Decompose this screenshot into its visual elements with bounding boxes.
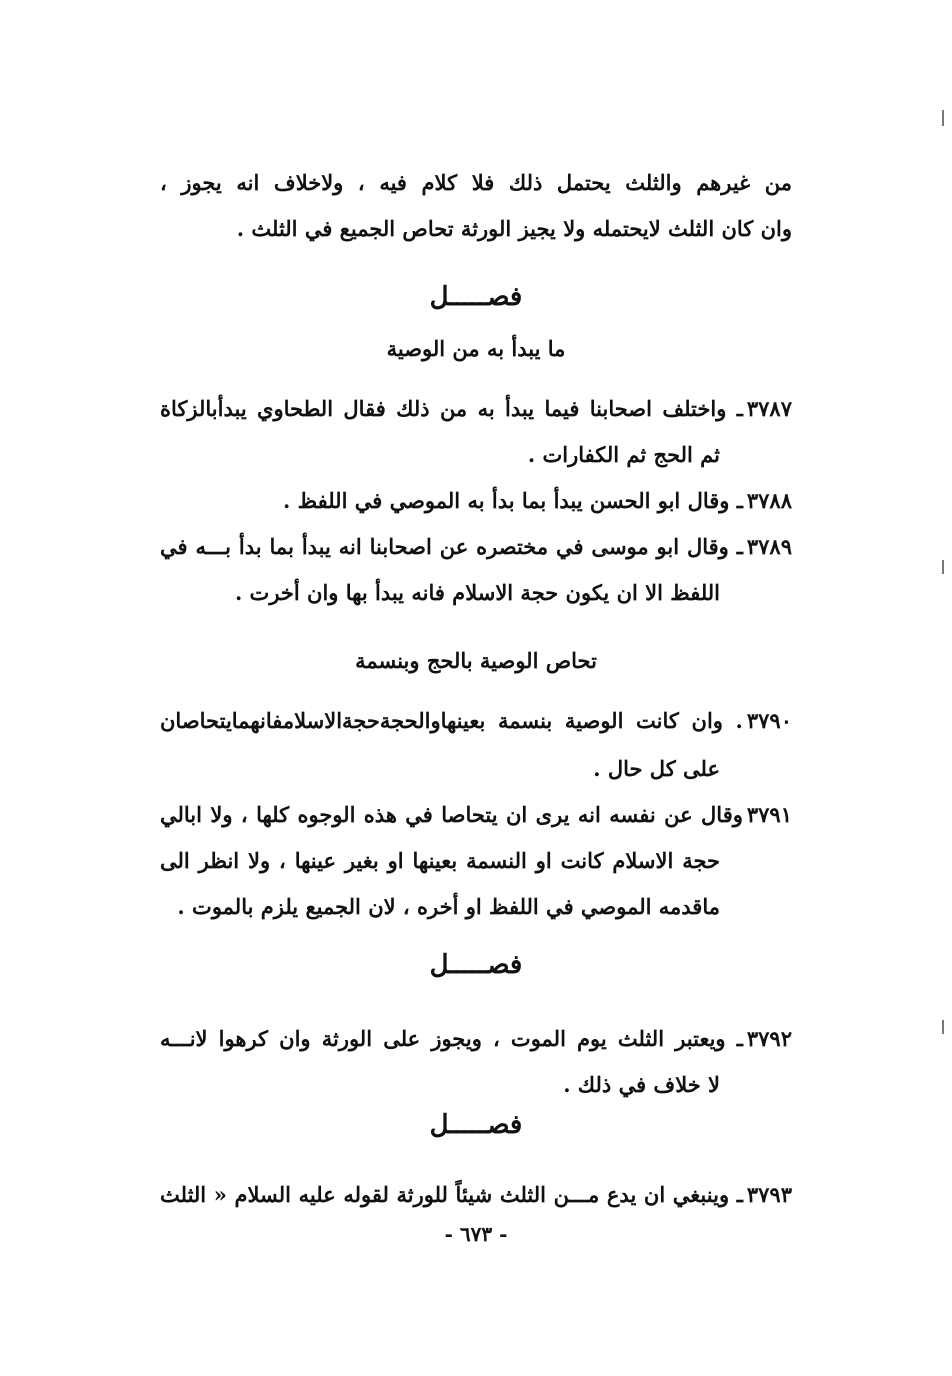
section-subheading: ما يبدأ به من الوصية xyxy=(386,336,566,361)
paragraph-3792-line-1 xyxy=(160,1024,792,1054)
paragraph-text: ـ ويعتبر الثلث يوم الموت ، ويجوز على الورثة وان كرهوا لانـــه xyxy=(160,1026,743,1051)
section-subheading: تحاص الوصية بالحج وبنسمة xyxy=(355,648,597,673)
paragraph-text: ـ وقال ابو موسى في مختصره عن اصحابنا انه يبدأ بما بدأ بـــه في xyxy=(160,534,743,559)
paragraph-3793-line-1 xyxy=(160,1180,792,1210)
intro-line-1: من غيرهم والثلث يحتمل ذلك فلا كلام فيه ، ولاخلاف انه يجوز ، xyxy=(160,170,792,195)
paragraph-number: ٣٧٨٨ xyxy=(746,488,792,513)
section-heading: فصـــــل xyxy=(429,1110,523,1140)
paragraph-3790-line-1 xyxy=(160,706,792,736)
page-number: - ٦٧٣ - xyxy=(444,1222,508,1246)
paragraph-3792-line-2: لا خلاف في ذلك . xyxy=(563,1072,720,1097)
section-heading: فصـــــل xyxy=(429,950,523,980)
paragraph-3791-line-1 xyxy=(160,800,792,830)
paragraph-3791-line-3: ماقدمه الموصي في اللفظ او أخره ، لان الجميع يلزم بالموت . xyxy=(177,894,720,919)
paragraph-number: ٣٧٨٧ xyxy=(746,396,792,421)
paragraph-3787-line-2: ثم الحج ثم الكفارات . xyxy=(527,442,720,467)
scan-edge-mark xyxy=(942,560,944,574)
paragraph-text: وقال عن نفسه انه يرى ان يتحاصا في هذه الوجوه كلها ، ولا ابالي xyxy=(160,802,743,827)
scan-edge-mark xyxy=(942,1020,944,1034)
intro-line-2: وان كان الثلث لايحتمله ولا يجيز الورثة تحاص الجميع في الثلث . xyxy=(236,216,792,241)
paragraph-3789-line-1 xyxy=(160,532,792,562)
paragraph-number: ٣٧٩٠ xyxy=(746,708,792,733)
paragraph-number: ٣٧٩٢ xyxy=(746,1026,792,1051)
paragraph-text: ـ واختلف اصحابنا فيما يبدأ به من ذلك فقال الطحاوي يبدأبالزكاة xyxy=(160,396,743,421)
paragraph-number: ٣٧٩٣ xyxy=(746,1182,792,1207)
paragraph-text: ـ وقال ابو الحسن يبدأ بما بدأ به الموصي في اللفظ . xyxy=(283,488,743,513)
paragraph-3787-line-1 xyxy=(160,394,792,424)
paragraph-number: ٣٧٩١ xyxy=(746,802,792,827)
paragraph-text: . وان كانت الوصية بنسمة بعينهاوالحجةحجةالاسلامفانهمايتحاصان xyxy=(160,708,743,733)
paragraph-text: ـ وينبغي ان يدع مـــن الثلث شيئاً للورثة لقوله عليه السلام « الثلث xyxy=(160,1182,743,1207)
scan-edge-mark xyxy=(942,110,944,126)
paragraph-number: ٣٧٨٩ xyxy=(746,534,792,559)
paragraph-3791-line-2: حجة الاسلام كانت او النسمة بعينها او بغير عينها ، ولا انظر الى xyxy=(160,848,720,873)
paragraph-3790-line-2: على كل حال . xyxy=(593,756,720,781)
paragraph-3789-line-2: اللفظ الا ان يكون حجة الاسلام فانه يبدأ بها وان أخرت . xyxy=(234,580,720,605)
paragraph-3788-line-1 xyxy=(160,486,792,516)
section-heading: فصـــــل xyxy=(429,282,523,312)
